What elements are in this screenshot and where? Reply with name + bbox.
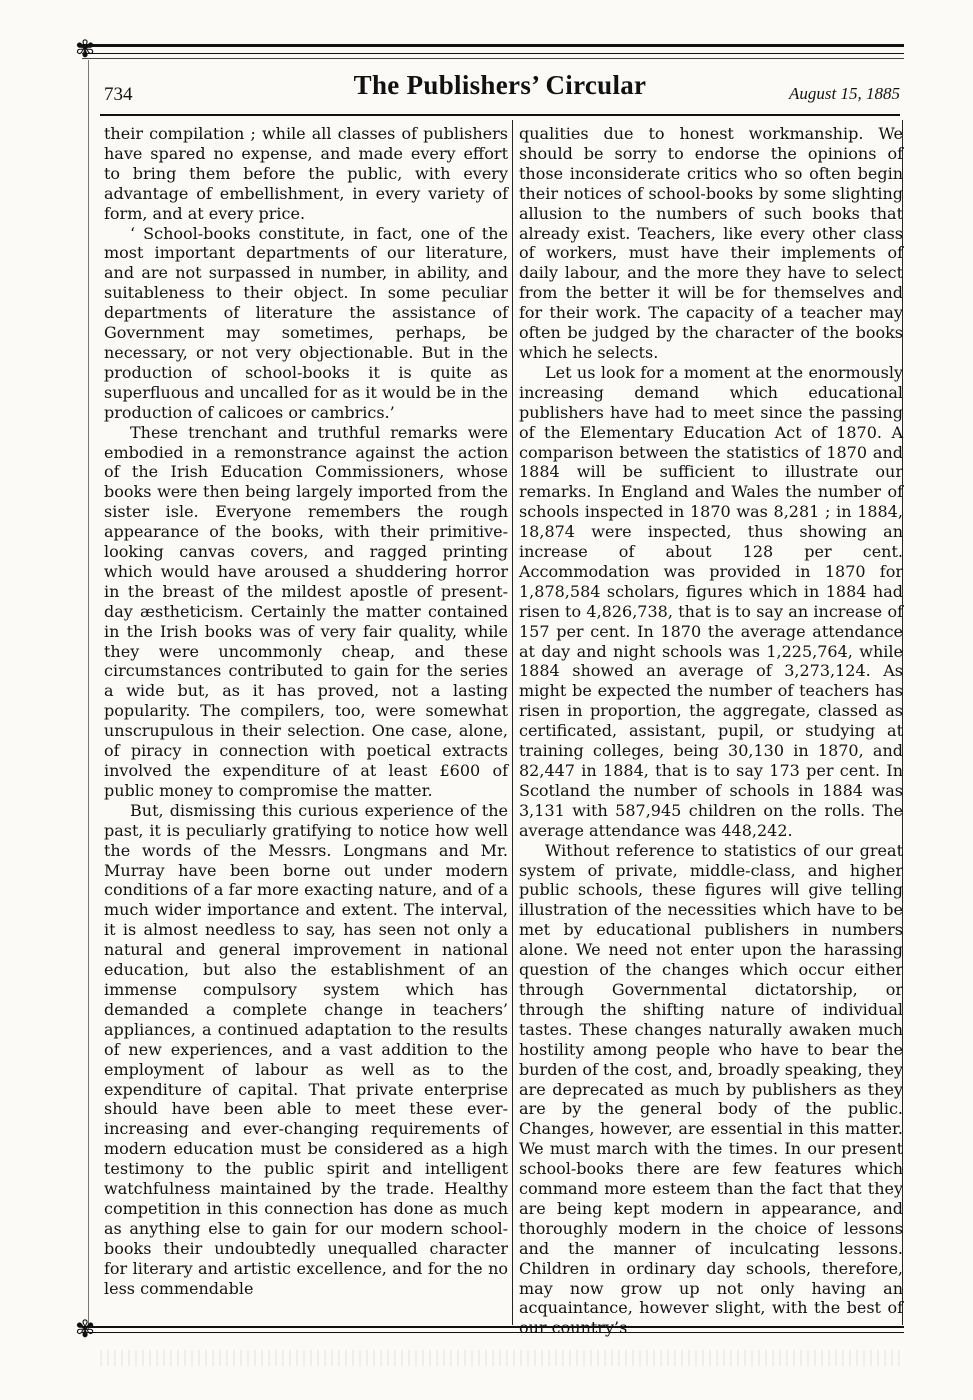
paragraph: Let us look for a moment at the enormously increasing demand which educational publishers have had to meet since the passing of the Elementary Education Act of 1870. A comparison between the statistics of 1870 and 1884 will be sufficient to illustrate our remarks. In England and Wales the number of schools inspected in 1870 was 8,281 ; in 1884, 18,874 were inspected, thus showing an increase of about 128 per cent. Accommodation was provided in 1870 for 1,878,584 scholars, figures which in 1884 had risen to 4,826,738, that is to say an increase of 157 per cent. In 1870 the average attendance at day and night schools was 1,225,764, while 1884 showed an average of 3,273,124. As might be expected the number of teachers has risen in proportion, the aggregate, classed as certificated, assistant, pupil, or studying at training colleges, being 30,130 in 1870, and 82,447 in 1884, that is to say 173 per cent. In Scotland the number of schools in 1884 was 3,131 with 587,945 children on the rolls. The average attendance was 448,242.	[519, 362, 903, 840]
paragraph: ‘ School-books constitute, in fact, one of the most important departments of our literature, and are not surpassed in number, in ability, and suitableness to their object. In some peculiar departments of literature the assistance of Government may sometimes, perhaps, be necessary, or not very objectionable. But in the production of school-books it is quite as superfluous and uncalled for as it would be in the production of calicoes or cambrics.’	[104, 223, 508, 422]
top-thin-rule	[82, 58, 904, 59]
journal-title: The Publishers’ Circular	[353, 70, 647, 100]
left-margin-line	[88, 60, 89, 1330]
right-column	[519, 124, 903, 1338]
top-double-rule	[82, 44, 904, 54]
corner-ornament-icon: ✾	[74, 35, 96, 63]
page-header	[100, 64, 900, 104]
paragraph: qualities due to honest workmanship. We should be sorry to endorse the opinions of those inconsiderate critics who so often begin their notices of school-books by some slighting allusion to the numbers of such books that already exist. Teachers, like every other class of workers, must have their implements of daily labour, and the more they have to select from the better it will be for themselves and for their work. The capacity of a teacher may often be judged by the character of the books which he selects.	[519, 124, 903, 362]
column-divider	[512, 120, 513, 1325]
bottom-corner-ornament-icon: ✾	[74, 1315, 96, 1343]
issue-date: August 15, 1885	[789, 84, 900, 103]
left-column	[104, 124, 508, 1322]
scan-artifact	[100, 1350, 900, 1366]
page-number: 734	[104, 84, 133, 105]
bottom-double-rule	[82, 1326, 904, 1333]
paragraph: But, dismissing this curious experience of the past, it is peculiarly gratifying to notice how well the words of the Messrs. Longmans and Mr. Murray have been borne out under modern conditions of a far more exacting nature, and of a much wider importance and extent. The interval, it is almost needless to say, has seen not only a natural and general improvement in national education, but also the establishment of an immense compulsory system which has demanded a complete change in teachers’ appliances, a continued adaptation to the results of new experiences, and a vast addition to the employment of labour as well as to the expenditure of capital. That private enterprise should have been able to meet these ever-increasing and ever-changing requirements of modern education must be considered as a high testimony to the public spirit and intelligent watchfulness maintained by the trade. Healthy competition in this connection has done as much as anything else to gain for our modern school-books their undoubtedly unequalled character for literary and artistic excellence, and for the no less commendable	[104, 800, 508, 1298]
paragraph: Without reference to statistics of our great system of private, middle-class, and higher public schools, these figures will give telling illustration of the necessities which have to be met by educational publishers in numbers alone. We need not enter upon the harassing question of the changes which occur either through Governmental dictatorship, or through the shifting nature of individual tastes. These changes naturally awaken much hostility among people who have to bear the burden of the cost, and, broadly speaking, they are deprecated as much by publishers as they are by the general body of the public. Changes, however, are essential in this matter. We must march with the times. In our present school-books there are few features which command more esteem than the fact that they are being kept modern in appearance, and thoroughly modern in the choice of lessons and the manner of inculcating lessons. Children in ordinary day schools, therefore, may now grow up not only having an acquaintance, however slight, with the best of our country’s	[519, 840, 903, 1338]
paragraph: their compilation ; while all classes of publishers have spared no expense, and made every effort to bring them before the public, with every advantage of embellishment, in every variety of form, and at every price.	[104, 124, 508, 223]
header-rule	[100, 114, 900, 116]
paragraph: These trenchant and truthful remarks were embodied in a remonstrance against the action of the Irish Education Commissioners, whose books were then being largely imported from the sister isle. Everyone remembers the rough appearance of the books, with their primitive-looking canvas covers, and ragged printing which would have aroused a shuddering horror in the breast of the mildest apostle of present-day æstheticism. Certainly the matter contained in the Irish books was of very fair quality, while they were uncommonly cheap, and these circumstances contributed to gain for the series a wide but, as it has proved, not a lasting popularity. The compilers, too, were somewhat unscrupulous in their selection. One case, alone, of piracy in connection with poetical extracts involved the expenditure of at least £600 of public money to compromise the matter.	[104, 422, 508, 800]
